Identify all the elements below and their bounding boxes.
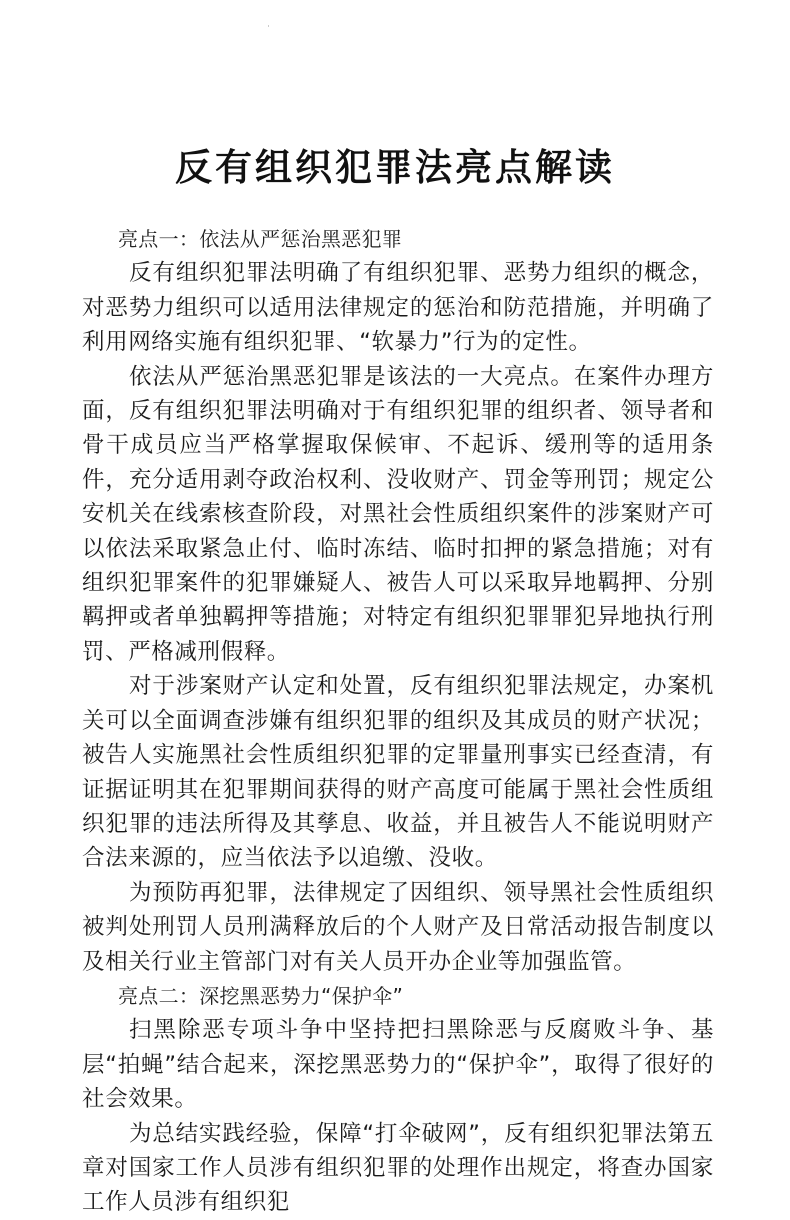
paragraph: 反有组织犯罪法明确了有组织犯罪、恶势力组织的概念，对恶势力组织可以适用法律规定的惩治和防范措施，并明确了利用网络实施有组织犯罪、“软暴力”行为的定性。	[82, 260, 714, 356]
paragraph: 依法从严惩治黑恶犯罪是该法的一大亮点。在案件办理方面，反有组织犯罪法明确对于有组织犯罪的组织者、领导者和骨干成员应当严格掌握取保候审、不起诉、缓刑等的适用条件，充分适用剥夺政治权利、没收财产、罚金等刑罚；规定公安机关在线索核查阶段，对黑社会性质组织案件的涉案财产可以依法采取紧急止付、临时冻结、临时扣押的紧急措施；对有组织犯罪案件的犯罪嫌疑人、被告人可以采取异地羁押、分别羁押或者单独羁押等措施；对特定有组织犯罪罪犯异地执行刑罚、严格减刑假释。	[82, 363, 714, 665]
paragraph: 为总结实践经验，保障“打伞破网”，反有组织犯罪法第五章对国家工作人员涉有组织犯罪的处理作出规定，将查办国家工作人员涉有组织犯	[82, 1120, 714, 1216]
document-body	[82, 222, 714, 1220]
document-title: 反有组织犯罪法亮点解读	[175, 146, 615, 189]
section-heading-2: 亮点二：深挖黑恶势力“保护伞”	[118, 983, 404, 1008]
scan-artifact	[268, 25, 269, 27]
paragraph: 扫黑除恶专项斗争中坚持把扫黑除恶与反腐败斗争、基层“拍蝇”结合起来，深挖黑恶势力的“保护伞”，取得了很好的社会效果。	[82, 1017, 714, 1113]
paragraph: 为预防再犯罪，法律规定了因组织、领导黑社会性质组织被判处刑罚人员刑满释放后的个人财产及日常活动报告制度以及相关行业主管部门对有关人员开办企业等加强监管。	[82, 879, 714, 975]
section-heading-1: 亮点一：依法从严惩治黑恶犯罪	[118, 227, 403, 251]
paragraph: 对于涉案财产认定和处置，反有组织犯罪法规定，办案机关可以全面调查涉嫌有组织犯罪的组织及其成员的财产状况；被告人实施黑社会性质组织犯罪的定罪量刑事实已经查清，有证据证明其在犯罪期间获得的财产高度可能属于黑社会性质组织犯罪的违法所得及其孳息、收益，并且被告人不能说明财产合法来源的，应当依法予以追缴、没收。	[82, 673, 714, 872]
